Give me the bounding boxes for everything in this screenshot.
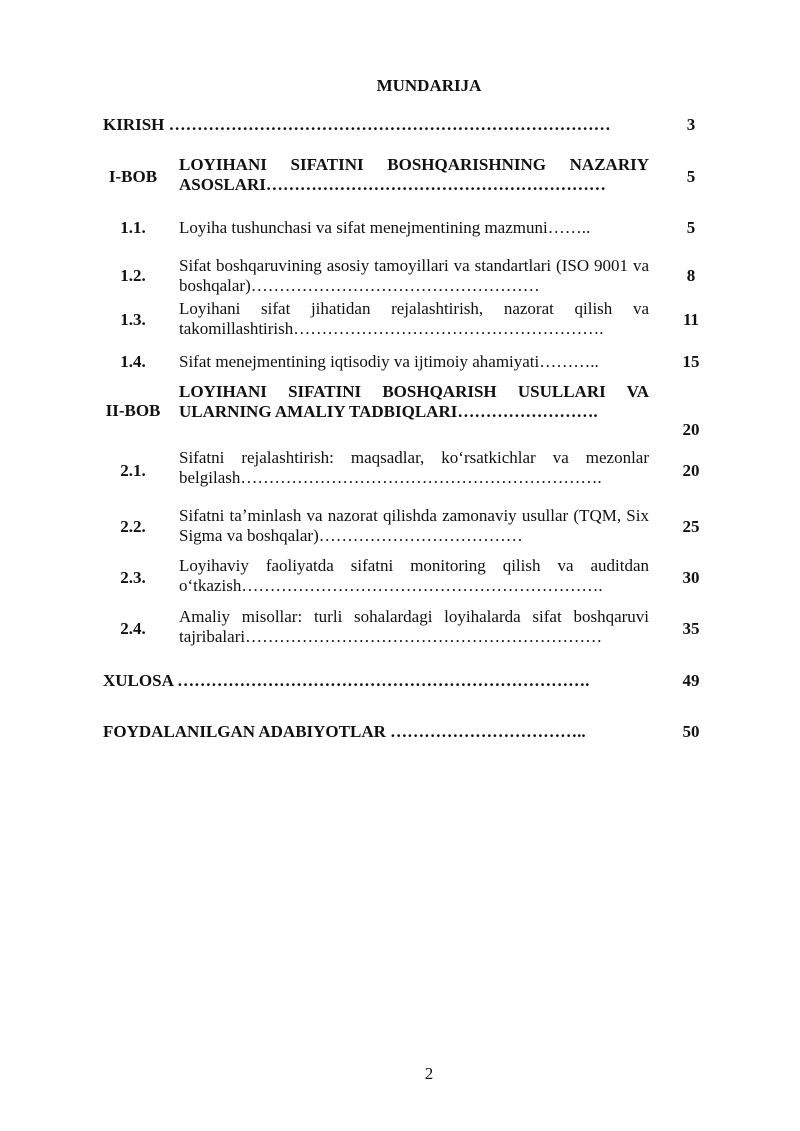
toc-entry-text: LOYIHANI SIFATINI BOSHQARISH USULLARI VA ULARNING AMALIY TADBIQLARI……………………. — [179, 382, 649, 421]
toc-page-number: 49 — [682, 671, 700, 690]
toc-page-number: 5 — [686, 167, 696, 186]
toc-page-number: 20 — [682, 420, 700, 439]
toc-entry-text: Sifatni rejalashtirish: maqsadlar, koʻrsatkichlar va mezonlar belgilash………………………………………………………. — [179, 448, 649, 487]
toc-entry-text: Sifat boshqaruvining asosiy tamoyillari va standartlari (ISO 9001 va boshqalar)…………………………………………… — [179, 256, 649, 295]
toc-entry-text: Amaliy misollar: turli sohalardagi loyihalarda sifat boshqaruvi tajribalari……………………………………………………… — [179, 607, 649, 646]
toc-entry-label: KIRISH …………………………………………………………………… — [103, 115, 611, 134]
toc-section-number: 1.3. — [120, 310, 146, 329]
toc-section-number: 1.4. — [120, 352, 146, 371]
page-title: MUNDARIJA — [376, 76, 482, 95]
toc-chapter-number: II-BOB — [105, 401, 161, 420]
toc-page-number: 35 — [682, 619, 700, 638]
toc-entry-text: Loyihaviy faoliyatda sifatni monitoring qilish va auditdan oʻtkazish………………………………………………………. — [179, 556, 649, 595]
toc-chapter-number: I-BOB — [108, 167, 158, 186]
toc-section-number: 2.4. — [120, 619, 146, 638]
toc-page-number: 50 — [682, 722, 700, 741]
toc-entry-label: FOYDALANILGAN ADABIYOTLAR …………………………….. — [103, 722, 586, 741]
toc-section-number: 2.3. — [120, 568, 146, 587]
toc-page-number: 30 — [682, 568, 700, 587]
toc-page-number: 15 — [682, 352, 700, 371]
toc-entry-text: LOYIHANI SIFATINI BOSHQARISHNING NAZARIY ASOSLARI…………………………………………………… — [179, 155, 649, 194]
toc-section-number: 2.2. — [120, 517, 146, 536]
toc-entry-text: Sifat menejmentining iqtisodiy va ijtimoiy ahamiyati……….. — [179, 352, 599, 371]
toc-page-number: 20 — [682, 461, 700, 480]
toc-page-number: 5 — [686, 218, 696, 237]
toc-entry-text: Loyiha tushunchasi va sifat menejmentining mazmuni…….. — [179, 218, 591, 237]
toc-entry-text: Sifatni taʼminlash va nazorat qilishda zamonaviy usullar (TQM, Six Sigma va boshqalar)……………………………… — [179, 506, 649, 545]
toc-page-number: 8 — [686, 266, 696, 285]
toc-page-number: 3 — [686, 115, 696, 134]
toc-entry-label: XULOSA ………………………………………………………………. — [103, 671, 590, 690]
page-number: 2 — [424, 1064, 434, 1083]
toc-section-number: 1.1. — [120, 218, 146, 237]
toc-section-number: 2.1. — [120, 461, 146, 480]
toc-page-number: 11 — [682, 310, 700, 329]
toc-section-number: 1.2. — [120, 266, 146, 285]
toc-page-number: 25 — [682, 517, 700, 536]
toc-entry-text: Loyihani sifat jihatidan rejalashtirish, nazorat qilish va takomillashtirish………………………………………………. — [179, 299, 649, 338]
